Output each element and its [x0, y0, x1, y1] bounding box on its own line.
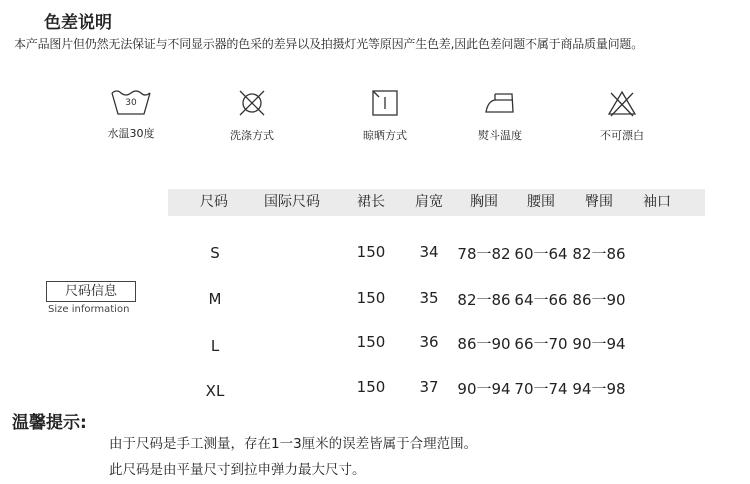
- tips-title: 温馨提示:: [12, 413, 87, 433]
- length-cell: 150: [356, 243, 386, 261]
- iron-icon: [482, 88, 518, 118]
- shoulder-cell: 34: [419, 243, 439, 261]
- size-info-label: 尺码信息: [46, 281, 136, 302]
- size-cell: L: [210, 337, 220, 355]
- no-wash-icon: [237, 88, 267, 118]
- column-header-bust: 胸围: [470, 194, 498, 210]
- tip-line: 此尺码是由平量尺寸到拉申弹力最大尺寸。: [109, 462, 366, 478]
- hip-cell: 82一86: [572, 245, 626, 263]
- waist-cell: 64一66: [514, 291, 568, 309]
- care-label-wash: 水温30度: [107, 127, 155, 140]
- length-cell: 150: [356, 378, 386, 396]
- length-cell: 150: [356, 333, 386, 351]
- waist-cell: 70一74: [514, 380, 568, 398]
- care-item-bleach: [577, 88, 667, 143]
- column-header-hip: 臀围: [585, 194, 613, 210]
- hang-dry-icon: [371, 88, 399, 118]
- size-cell: M: [208, 290, 222, 308]
- care-label-ironing: 熨斗温度: [478, 129, 522, 142]
- care-item-washing-method: [207, 88, 297, 143]
- care-label-drying: 晾晒方式: [363, 129, 407, 142]
- care-label-bleach: 不可漂白: [600, 129, 644, 142]
- length-cell: 150: [356, 289, 386, 307]
- waist-cell: 60一64: [514, 245, 568, 263]
- tip-line: 由于尺码是手工测量，存在1一3厘米的误差皆属于合理范围。: [109, 436, 478, 452]
- hip-cell: 86一90: [572, 291, 626, 309]
- color-difference-title: 色差说明: [44, 13, 112, 33]
- column-header-length: 裙长: [357, 194, 385, 210]
- care-item-wash: [86, 88, 176, 141]
- column-header-waist: 腰围: [527, 194, 555, 210]
- care-item-ironing: [455, 88, 545, 143]
- bust-cell: 78一82: [457, 245, 511, 263]
- column-header-international-size: 国际尺码: [264, 194, 320, 210]
- no-bleach-icon: [606, 88, 638, 118]
- size-cell: S: [210, 244, 220, 262]
- shoulder-cell: 36: [419, 333, 439, 351]
- hip-cell: 94一98: [572, 380, 626, 398]
- hip-cell: 90一94: [572, 335, 626, 353]
- care-item-drying: [340, 88, 430, 143]
- column-header-size: 尺码: [200, 194, 228, 210]
- column-header-cuff: 袖口: [643, 194, 671, 210]
- bust-cell: 86一90: [457, 335, 511, 353]
- bust-cell: 82一86: [457, 291, 511, 309]
- size-cell: XL: [205, 382, 225, 400]
- shoulder-cell: 37: [419, 378, 439, 396]
- care-label-washing-method: 洗涤方式: [230, 129, 274, 142]
- size-info-subtitle: Size information: [48, 304, 130, 315]
- color-difference-note: 本产品图片但仍然无法保证与不同显示器的色采的差异以及拍摄灯光等原因产生色差,因此色差问题不属于商品质量问题。: [14, 37, 644, 51]
- shoulder-cell: 35: [419, 289, 439, 307]
- bust-cell: 90一94: [457, 380, 511, 398]
- column-header-shoulder: 肩宽: [415, 194, 443, 210]
- waist-cell: 66一70: [514, 335, 568, 353]
- wash-temperature-badge: 30: [125, 98, 137, 108]
